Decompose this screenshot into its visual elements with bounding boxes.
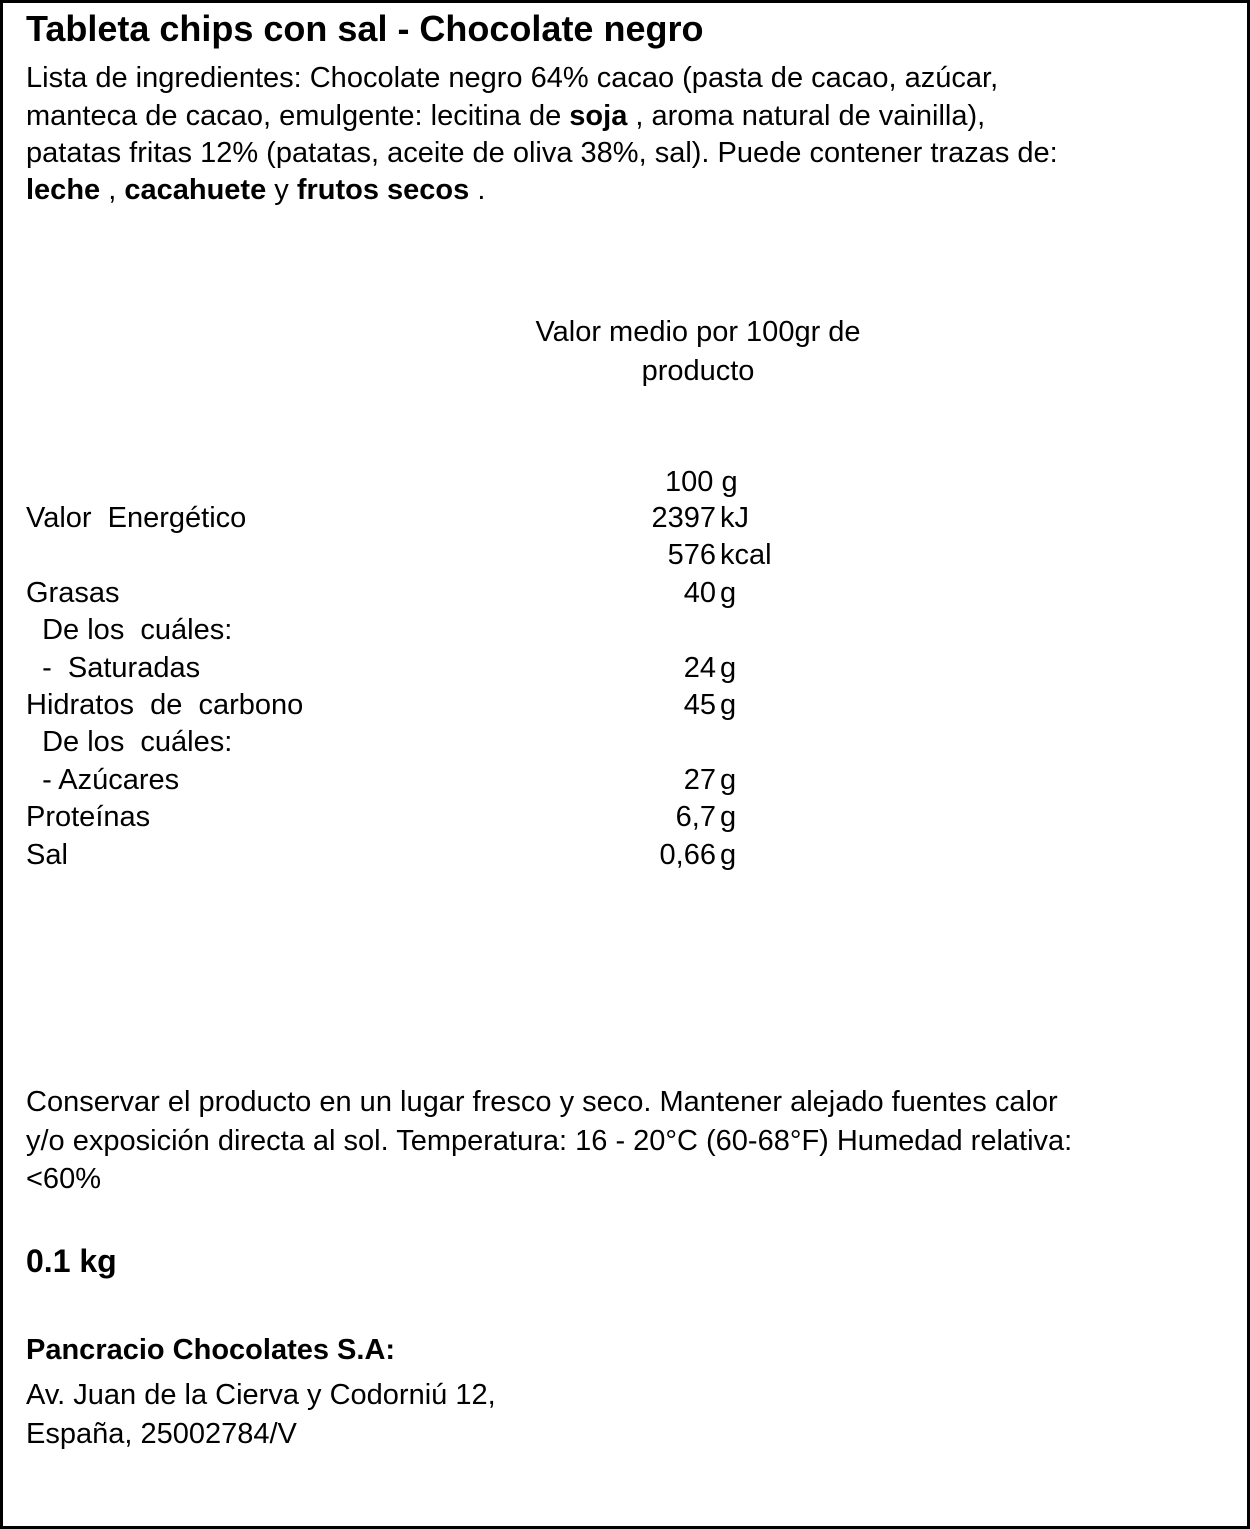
manufacturer-address-line-2: España, 25002784/V (26, 1418, 297, 1450)
ingredients-line-1: Lista de ingredientes: Chocolate negro 64% cacao (pasta de cacao, azúcar, (26, 62, 999, 94)
nutrition-row-label: De los cuáles: (26, 726, 233, 758)
nutrition-row-label: Valor Energético (26, 502, 247, 534)
nutrition-row-value: 576 (667, 539, 716, 571)
storage-line-3: <60% (26, 1163, 101, 1195)
nutrition-row-label: De los cuáles: (26, 614, 233, 646)
nutrition-row-unit: g (720, 764, 737, 796)
ingredients-line-4 (26, 172, 485, 210)
nutrition-header-line-2: producto (641, 355, 755, 387)
nutrition-row-unit: g (720, 801, 737, 833)
nutrition-row-unit: g (720, 577, 737, 609)
ingredients-line-2 (26, 98, 985, 136)
product-title: Tableta chips con sal - Chocolate negro (26, 8, 704, 49)
ingredients-end: . (469, 174, 486, 206)
nutrition-row-label: Sal (26, 839, 68, 871)
storage-line-2: y/o exposición directa al sol. Temperatura: 16 - 20°C (60-68°F) Humedad relativa: (26, 1125, 1073, 1157)
allergen-leche: leche (26, 174, 101, 206)
ingredients-separator: , (100, 174, 125, 206)
nutrition-header (448, 313, 948, 391)
ingredients-text: manteca de cacao, emulgente: lecitina de (26, 100, 570, 132)
nutrition-row-value: 2397 (651, 502, 716, 534)
manufacturer-name: Pancracio Chocolates S.A: (26, 1334, 396, 1366)
serving-size: 100 g (665, 466, 738, 498)
nutrition-row-label: Hidratos de carbono (26, 689, 304, 721)
nutrition-row-label: Grasas (26, 577, 120, 609)
nutrition-row-value: 0,66 (659, 839, 716, 871)
nutrition-row-label: - Saturadas (26, 652, 201, 684)
allergen-cacahuete: cacahuete (124, 174, 267, 206)
manufacturer-address-line-1: Av. Juan de la Cierva y Codorniú 12, (26, 1379, 496, 1411)
allergen-frutos-secos: frutos secos (296, 174, 470, 206)
nutrition-row-unit: g (720, 839, 737, 871)
nutrition-row-unit: kJ (720, 502, 749, 534)
storage-line-1: Conservar el producto en un lugar fresco y seco. Mantener alejado fuentes calor (26, 1086, 1058, 1118)
nutrition-header-line-1: Valor medio por 100gr de (535, 316, 861, 348)
nutrition-row-value: 27 (683, 764, 716, 796)
nutrition-row-unit: kcal (720, 539, 772, 571)
allergen-soja: soja (569, 100, 628, 132)
nutrition-row-value: 40 (683, 577, 716, 609)
nutrition-row-unit: g (720, 689, 737, 721)
nutrition-row-value: 45 (683, 689, 716, 721)
nutrition-row-value: 24 (683, 652, 716, 684)
nutrition-row-value: 6,7 (675, 801, 716, 833)
nutrition-row-label: - Azúcares (26, 764, 180, 796)
ingredients-line-3: patatas fritas 12% (patatas, aceite de oliva 38%, sal). Puede contener trazas de: (26, 137, 1058, 169)
nutrition-row-label: Proteínas (26, 801, 151, 833)
ingredients-text: , aroma natural de vainilla), (627, 100, 986, 132)
net-weight: 0.1 kg (26, 1243, 117, 1279)
nutrition-row-unit: g (720, 652, 737, 684)
ingredients-separator: y (266, 174, 297, 206)
